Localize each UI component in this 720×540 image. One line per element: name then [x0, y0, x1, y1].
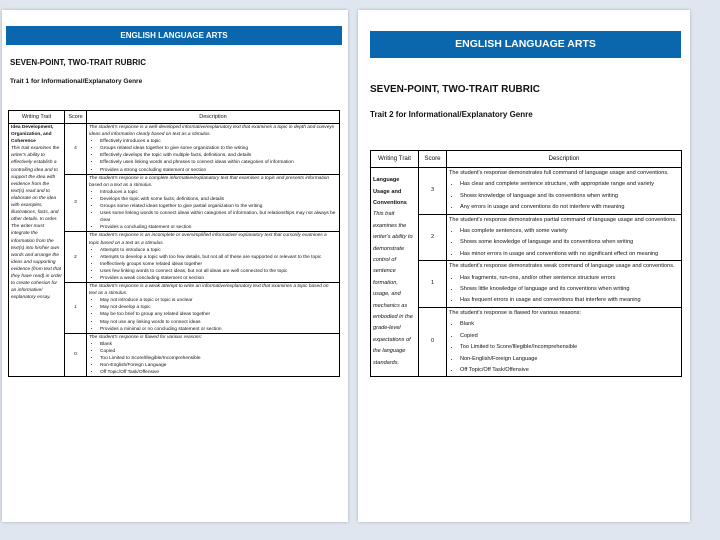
list-item: • Groups related ideas together to give some organization to the writing: [100, 145, 337, 152]
list-item: • Attempts to introduce a topic: [100, 247, 337, 254]
table-header-row: [371, 151, 682, 168]
rubric-subtitle: Trait 1 for Informational/Explanatory Genre: [10, 78, 143, 85]
score-cell: 1: [419, 261, 447, 308]
trait-name: Language Usage and Conventions: [373, 177, 407, 207]
description-cell: [447, 168, 682, 215]
score-cell: 1: [65, 283, 87, 334]
list-item: • Shows little knowledge of language and its conventions when writing: [460, 284, 679, 295]
trait-name: Idea Development, Organization, and Coherence: [11, 125, 54, 145]
score-cell: 3: [65, 174, 87, 232]
list-item: • Provides a concluding statement or section: [100, 224, 337, 231]
score-cell: 3: [419, 168, 447, 215]
list-item: • Blank: [460, 319, 679, 330]
column-header-description: Description: [447, 151, 682, 168]
table-row: [9, 124, 340, 175]
table-row: [371, 168, 682, 215]
list-item: • Non-English/Foreign Language: [100, 362, 337, 369]
list-item: • Introduces a topic: [100, 189, 337, 196]
rubric-page-trait-2: [358, 10, 690, 522]
list-item: • Has minor errors in usage and conventions with no significant effect on meaning: [460, 249, 679, 260]
column-header-score: Score: [65, 111, 87, 124]
list-item: • Shows some knowledge of language and its conventions when writing: [460, 237, 679, 248]
description-intro: The student's response demonstrates full command of language usage and conventions.: [449, 170, 669, 176]
list-item: • Provides a minimal or no concluding statement or section: [100, 326, 337, 333]
column-header-trait: Writing Trait: [371, 151, 419, 168]
criteria-list: [89, 247, 337, 282]
description-intro: The student's response is a complete informative/explanatory text that examines a topic and presents information based on a text as a stimulus.: [89, 175, 330, 188]
list-item: • Provides a weak concluding statement or section: [100, 275, 337, 282]
description-intro: The student's response is a weak attempt to write an informative/explanatory text that examines a topic based on text as a stimulus.: [89, 284, 329, 297]
list-item: • Groups some related ideas together to give partial organization to the writing: [100, 203, 337, 210]
rubric-table: [8, 110, 340, 377]
description-intro: The student's response is flawed for various reasons:: [89, 334, 203, 340]
rubric-title: SEVEN-POINT, TWO-TRAIT RUBRIC: [10, 58, 146, 67]
list-item: • Copied: [100, 348, 337, 355]
list-item: • Has fragments, run-ons, and/or other sentence structure errors: [460, 273, 679, 284]
list-item: • Effectively introduces a topic: [100, 138, 337, 145]
score-cell: 0: [65, 333, 87, 377]
list-item: • Non-English/Foreign Language: [460, 354, 679, 365]
subject-banner: ENGLISH LANGUAGE ARTS: [6, 26, 342, 45]
criteria-list: [89, 189, 337, 232]
description-cell: [447, 307, 682, 376]
rubric-page-trait-1: [2, 10, 348, 522]
list-item: • Too Limited to Score/Illegible/Incomprehensible: [460, 342, 679, 353]
criteria-list: [449, 226, 679, 260]
list-item: • Shows knowledge of language and its conventions when writing: [460, 191, 679, 202]
trait-description: This trait examines the writer's ability to effectively establish a controlling idea and to support the idea with evidence from the text(s) read and to elaborate on the idea with examples, illustrations, facts, and other details. In order. The writer must integrate the information from the text(s) into his/her own words and arrange the ideas and supporting evidence (from text that they have read) in order to create cohesion for an informative/ explanatory essay.: [11, 146, 62, 301]
rubric-subtitle: Trait 2 for Informational/Explanatory Genre: [370, 110, 533, 119]
list-item: • Any errors in usage and conventions do not interfere with meaning: [460, 202, 679, 213]
table-header-row: [9, 111, 340, 124]
criteria-list: [449, 273, 679, 307]
list-item: • Off Topic/Off Task/Offensive: [460, 365, 679, 376]
list-item: • Has clear and complete sentence structure, with appropriate range and variety: [460, 179, 679, 190]
trait-description: This trait examines the writer's ability to demonstrate control of sentence formation, usage, and mechanics as embodied in the grade-level expectations of the language standards.: [373, 211, 413, 366]
list-item: • Blank: [100, 341, 337, 348]
column-header-trait: Writing Trait: [9, 111, 65, 124]
list-item: • May be too brief to group any related ideas together: [100, 311, 337, 318]
list-item: • Provides a strong concluding statement or section: [100, 167, 337, 174]
criteria-list: [449, 179, 679, 213]
description-intro: The student's response is an incomplete or oversimplified informative/ explanatory text that cursorily examines a topic based on a text as a stimulus.: [89, 233, 327, 246]
description-cell: [447, 214, 682, 261]
criteria-list: [89, 341, 337, 376]
description-intro: The student's response demonstrates partial command of language usage and conventions.: [449, 216, 677, 223]
list-item: • May not introduce a topic or topic is unclear: [100, 297, 337, 304]
description-intro: The student's response is a well-developed informative/explanatory text that examines a topic in depth and conveys ideas and information clearly based on text as a stimulus.: [89, 125, 335, 138]
list-item: • Develops the topic with some facts, definitions, and details: [100, 196, 337, 203]
list-item: • Off Topic/Off Task/Offensive: [100, 369, 337, 376]
rubric-table: [370, 150, 682, 377]
writing-trait-cell: [9, 124, 65, 377]
list-item: • Effectively develops the topic with multiple facts, definitions, and details: [100, 152, 337, 159]
criteria-list: [89, 138, 337, 173]
list-item: • Uses few linking words to connect ideas, but not all ideas are well connected to the topic: [100, 268, 337, 275]
list-item: • May not use any linking words to connect ideas: [100, 319, 337, 326]
criteria-list: [89, 297, 337, 332]
column-header-description: Description: [87, 111, 340, 124]
list-item: • Too Limited to Score/Illegible/Incomprehensible: [100, 355, 337, 362]
score-cell: 0: [419, 307, 447, 376]
list-item: • Effectively uses linking words and phrases to connect ideas within categories of information: [100, 159, 337, 166]
description-intro: The student's response is flawed for various reasons:: [449, 309, 581, 316]
score-cell: 2: [65, 232, 87, 283]
list-item: • Has frequent errors in usage and conventions that interfere with meaning: [460, 295, 679, 306]
list-item: • Has complete sentences, with some variety: [460, 226, 679, 237]
description-cell: [87, 283, 340, 334]
list-item: • Ineffectively groups some related ideas together: [100, 261, 337, 268]
description-cell: [87, 124, 340, 175]
writing-trait-cell: [371, 168, 419, 377]
description-intro: The student's response demonstrates weak command of language usage and conventions.: [449, 263, 675, 270]
score-cell: 4: [65, 124, 87, 175]
score-cell: 2: [419, 214, 447, 261]
description-cell: [87, 232, 340, 283]
list-item: • May not develop a topic: [100, 304, 337, 311]
list-item: • Attempts to develop a topic with too few details, but not all of these are supported or relevant to the topic: [100, 254, 337, 261]
description-cell: [87, 174, 340, 232]
column-header-score: Score: [419, 151, 447, 168]
description-cell: [87, 333, 340, 377]
list-item: • Uses some linking words to connect ideas within categories of information, but relationships may not always be clear: [100, 210, 337, 224]
list-item: • Copied: [460, 331, 679, 342]
rubric-title: SEVEN-POINT, TWO-TRAIT RUBRIC: [370, 84, 540, 95]
subject-banner: ENGLISH LANGUAGE ARTS: [370, 31, 681, 58]
criteria-list: [449, 319, 679, 376]
description-cell: [447, 261, 682, 308]
